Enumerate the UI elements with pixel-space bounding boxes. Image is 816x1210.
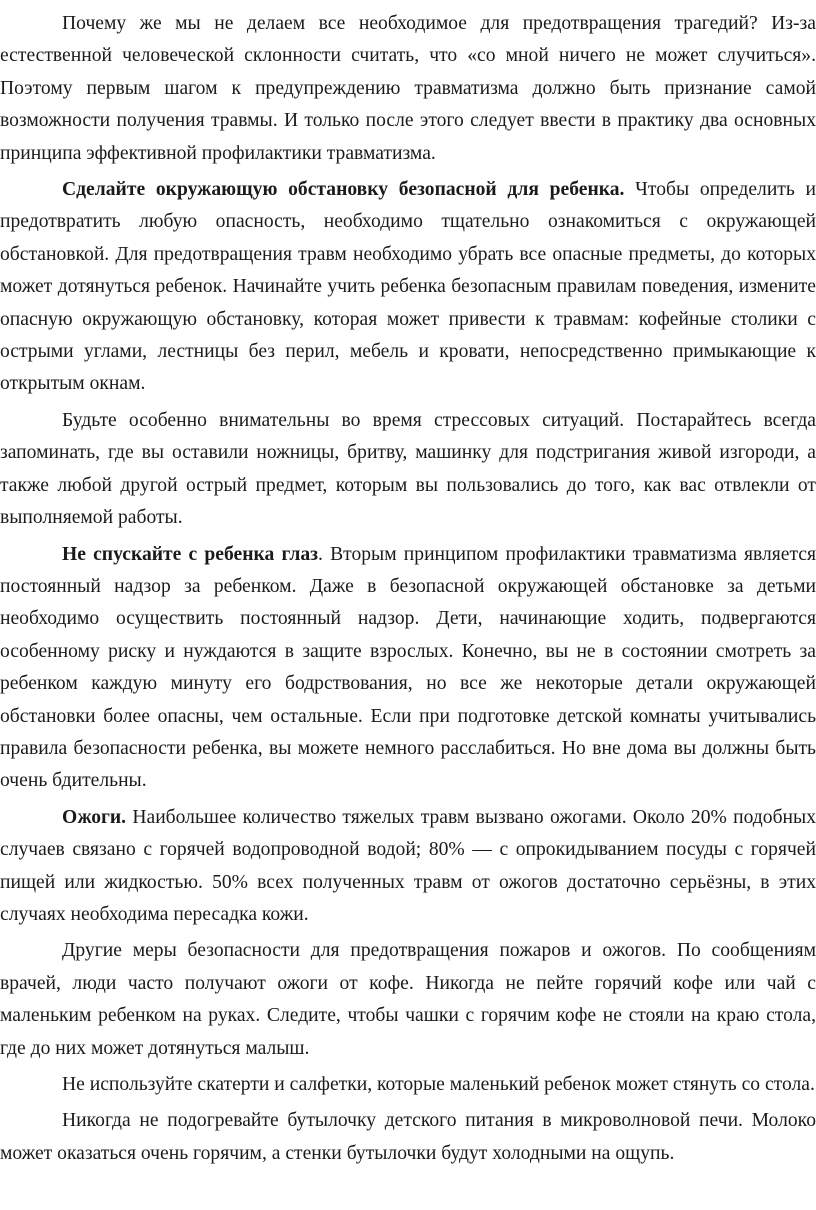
paragraph-5-text: Наибольшее количество тяжелых травм вызвано ожогами. Около 20% подобных случаев связано с горячей водопроводной водой; 80% — с опрокидыванием посуды с горячей пищей или жидкостью. 50% всех полученных травм от ожогов достаточно серьёзны, в этих случаях необходима пересадка кожи. <box>0 806 816 925</box>
paragraph-8 <box>0 1105 816 1170</box>
paragraph-1-text: Почему же мы не делаем все необходимое для предотвращения трагедий? Из-за естественной человеческой склонности считать, что «со мной ничего не может случиться». Поэтому первым шагом к предупреждению травматизма должно быть признание самой возможности получения травмы. И только после этого следует ввести в практику два основных принципа эффективной профилактики травматизма. <box>0 13 816 164</box>
paragraph-5 <box>0 802 816 932</box>
paragraph-2-text: Чтобы определить и предотвратить любую опасность, необходимо тщательно ознакомиться с окружающей обстановкой. Для предотвращения травм необходимо убрать все опасные предметы, до которых может дотянуться ребенок. Начинайте учить ребенка безопасным правилам поведения, измените опасную окружающую обстановку, которая может привести к травмам: кофейные столики с острыми углами, лестницы без перил, мебель и кровати, непосредственно примыкающие к открытым окнам. <box>0 179 816 395</box>
paragraph-4-text: . Вторым принципом профилактики травматизма является постоянный надзор за ребенком. Даже в безопасной окружающей обстановке за детьми необходимо осуществить постоянный надзор. Дети, начинающие ходить, подвергаются особенному риску и нуждаются в защите взрослых. Конечно, вы не в состоянии смотреть за ребенком каждую минуту его бодрствования, но все же некоторые детали окружающей обстановки более опасны, чем остальные. Если при подготовке детской комнаты учитывались правила безопасности ребенка, вы можете немного расслабиться. Но вне дома вы должны быть очень бдительны. <box>0 543 816 792</box>
paragraph-7 <box>0 1069 816 1101</box>
paragraph-8-text: Никогда не подогревайте бутылочку детского питания в микроволновой печи. Молоко может оказаться очень горячим, а стенки бутылочки будут холодными на ощупь. <box>0 1110 816 1164</box>
paragraph-4 <box>0 539 816 798</box>
paragraph-3 <box>0 405 816 535</box>
paragraph-1 <box>0 8 816 170</box>
paragraph-6 <box>0 935 816 1065</box>
paragraph-4-lead: Не спускайте с ребенка глаз <box>62 543 319 565</box>
paragraph-2-lead: Сделайте окружающую обстановку безопасной для ребенка. <box>62 179 625 201</box>
paragraph-6-text: Другие меры безопасности для предотвращения пожаров и ожогов. По сообщениям врачей, люди часто получают ожоги от кофе. Никогда не пейте горячий кофе или чай с маленьким ребенком на руках. Следите, чтобы чашки с горячим кофе не стояли на краю стола, где до них может дотянуться малыш. <box>0 940 816 1059</box>
paragraph-5-lead: Ожоги. <box>62 806 127 828</box>
paragraph-7-text: Не используйте скатерти и салфетки, которые маленький ребенок может стянуть со стола. <box>62 1074 815 1095</box>
paragraph-2 <box>0 174 816 401</box>
paragraph-3-text: Будьте особенно внимательны во время стрессовых ситуаций. Постарайтесь всегда запоминать, где вы оставили ножницы, бритву, машинку для подстригания живой изгороди, а также любой другой острый предмет, которым вы пользовались до того, как вас отвлекли от выполняемой работы. <box>0 409 816 529</box>
